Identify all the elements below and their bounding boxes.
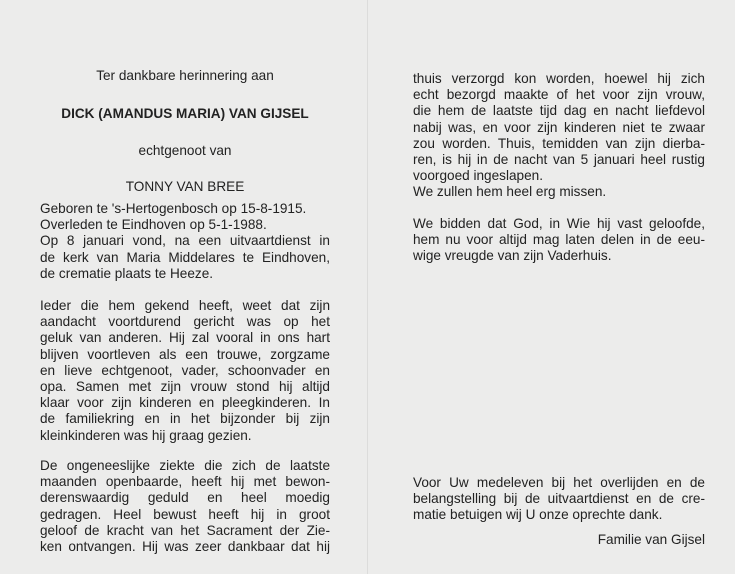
paragraph-line: de familiekring en in het bijzonder bij zijn [40,411,330,427]
paragraph-line: voorgoed ingeslapen. [413,168,543,184]
paragraph-line: die hem de laatste tijd dag en nacht liefdevol [413,103,705,119]
paragraph-line: We bidden dat God, in Wie hij vast geloofde, [413,216,705,231]
paragraph-line: zou worden. Thuis, temidden van zijn dierba- [413,135,705,151]
paragraph-line: geloof de kracht van het Sacrament der Zie- [40,522,330,538]
paragraph-line: wige vreugde van zijn Vaderhuis. [413,248,612,264]
care-paragraph [413,71,705,201]
biography-paragraph [40,201,330,282]
paragraph-line: Op 8 januari vond, na een uitvaartdienst in [40,233,330,249]
paragraph-line: opa. Samen met zijn vrouw stond hij altijd [40,379,330,395]
paragraph-line: Ieder die hem gekend heeft, weet dat zijn [40,298,330,313]
paragraph-line: blijven voortleven als een trouwe, zorgzame [40,346,330,362]
paragraph-line: De ongeneeslijke ziekte die zich de laatste [40,458,330,473]
prayer-paragraph [413,216,705,265]
family-signature: Familie van Gijsel [597,532,705,547]
paragraph-line: Overleden te Eindhoven op 5-1-1988. [40,217,267,233]
paragraph-line: Geboren te 's-Hertogenbosch op 15-8-1915. [40,201,307,216]
intro-text: Ter dankbare herinnering aan [96,68,274,83]
paragraph-line: Voor Uw medeleven bij het overlijden en de [413,475,705,490]
paragraph-line: hem nu voor altijd mag laten delen in de eeu- [413,232,705,248]
paragraph-line: klaar voor zijn kinderen en pleegkinderen. In [40,395,330,411]
paragraph-line: thuis verzorgd kon worden, hoewel hij zich [413,71,705,86]
paragraph-line: aandacht voortdurend gericht was op het [40,314,330,330]
paragraph-line: kleinkinderen was hij graag gezien. [40,427,252,443]
paragraph-line: ken ontvangen. Hij was zeer dankbaar dat hij [40,539,330,555]
paragraph-line: echt bezorgd maakte of het voor zijn vrouw, [413,87,705,103]
paragraph-line: de kerk van Maria Middelares te Eindhoven, [40,249,330,265]
relation-text: echtgenoot van [138,143,232,158]
paragraph-line: belangstelling bij de uitvaartdienst en de cre- [413,491,705,507]
thanks-paragraph [413,475,705,524]
paragraph-line: nabij was, en voor zijn kinderen niet te zwaar [413,119,705,135]
spouse-name: TONNY VAN BREE [125,179,245,194]
tribute-paragraph [40,298,330,444]
paragraph-line: matie betuigen wij U onze oprechte dank. [413,507,663,523]
paragraph-line: We zullen hem heel erg missen. [413,184,607,200]
illness-paragraph [40,458,330,555]
paragraph-line: gedragen. Heel bewust heeft hij in groot [40,506,330,522]
paragraph-line: maanden openbaarde, heeft hij met bewon- [40,474,330,490]
paragraph-line: geluk van anderen. Hij zal vooral in ons hart [40,330,330,346]
paragraph-line: derenswaardig geduld en heel moedig [40,490,330,506]
card-fold-line [367,0,368,574]
paragraph-line: de crematie plaats te Heeze. [40,265,214,281]
paragraph-line: en lieve echtgenoot, vader, schoonvader en [40,362,330,378]
paragraph-line: ren, is hij in de nacht van 5 januari heel rustig [413,152,705,168]
deceased-name: DICK (AMANDUS MARIA) VAN GIJSEL [61,106,309,121]
